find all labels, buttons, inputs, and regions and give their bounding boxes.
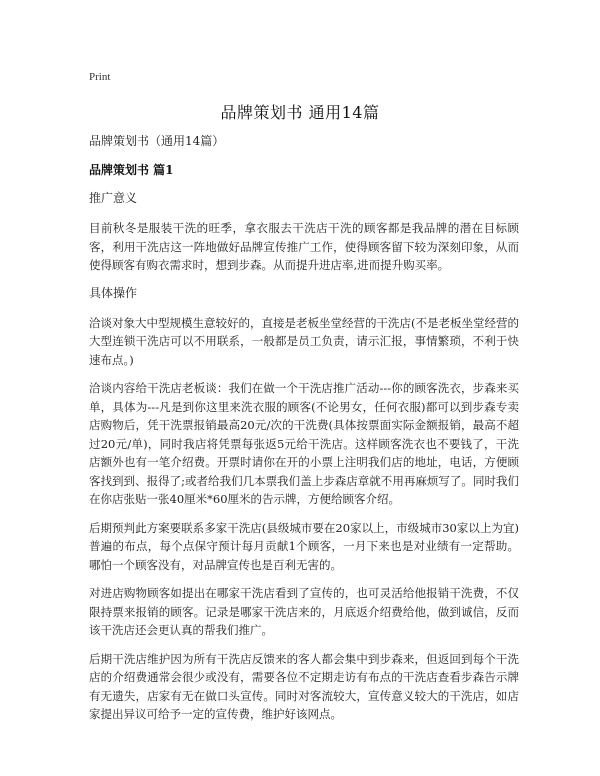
label-operation: 具体操作 — [89, 285, 138, 300]
paragraph-intent: 目前秋冬是服装干洗的旺季，拿衣服去干洗店干洗的顾客都是我品牌的潜在目标顾客，利用干洗店这一阵地做好品牌宣传推广工作，使得顾客留下较为深刻印象，从而使得顾客有购衣需求时，想到步森。从而提升进店率,进而提升购买率。 — [89, 221, 519, 272]
section-heading: 品牌策划书 篇1 — [89, 163, 174, 177]
paragraph-maintenance: 后期干洗店维护因为所有干洗店反馈来的客人都会集中到步森来，但返回到每个干洗店的介绍费通常会很少或没有，需要各位不定期走访有布点的干洗店查看步森告示牌有无遗失，店家有无在做口头宣传。同时对客流较大，宣传意义较大的干洗店，如店家提出异议可给予一定的宣传费，维护好该网点。 — [89, 651, 519, 721]
print-link[interactable]: Print — [89, 71, 111, 83]
paragraph-forecast: 后期预判此方案要联系多家干洗店(县级城市要在20家以上，市级城市30家以上为宜)普遍的布点，每个点保守预计每月贡献1个顾客，一月下来也是对业绩有一定帮助。哪怕一个顾客没有，对品牌宣传也是百利无害的。 — [89, 520, 519, 572]
label-intent: 推广意义 — [89, 191, 138, 205]
page-title: 品牌策划书 通用14篇 — [220, 103, 380, 122]
paragraph-target: 洽谈对象大中型规模生意较好的，直接是老板坐堂经营的干洗店(不是老板坐堂经营的大型连锁干洗店可以不用联系，一般都是员工负责，请示汇报，事情繁琐，不利于快速布点。) — [89, 315, 519, 367]
paragraph-reimbursement: 对进店购物顾客如提出在哪家干洗店看到了宣传的，也可灵活给他报销干洗费，不仅限持票来报销的顾客。记录是哪家干洗店来的，月底返介绍费给他，做到诚信，反而该干洗店还会更认真的帮我们推广。 — [89, 586, 519, 637]
document-body — [89, 133, 519, 734]
paragraph-negotiation: 洽谈内容给干洗店老板谈：我们在做一个干洗店推广活动---你的顾客洗衣，步森来买单，具体为---凡是到你这里来洗衣服的顾客(不论男女，任何衣服)都可以到步森专卖店购物后，凭干洗票报销最高20元/次的干洗费(具体按票面实际金额报销，最高不超过20元/单)，同时我店将凭票每张返5元给干洗店。这样顾客洗衣也不要钱了，干洗店额外也有一笔介绍费。开票时请你在开的小票上注明我们店的地址，电话，方便顾客找到到、报得了;或者给我们几本票我们盖上步森店章就不用再麻烦写了。同时我们在你店张贴一张40厘米*60厘米的告示牌，方便给顾客介绍。 — [89, 381, 519, 506]
document-subtitle: 品牌策划书（通用14篇） — [89, 134, 225, 148]
